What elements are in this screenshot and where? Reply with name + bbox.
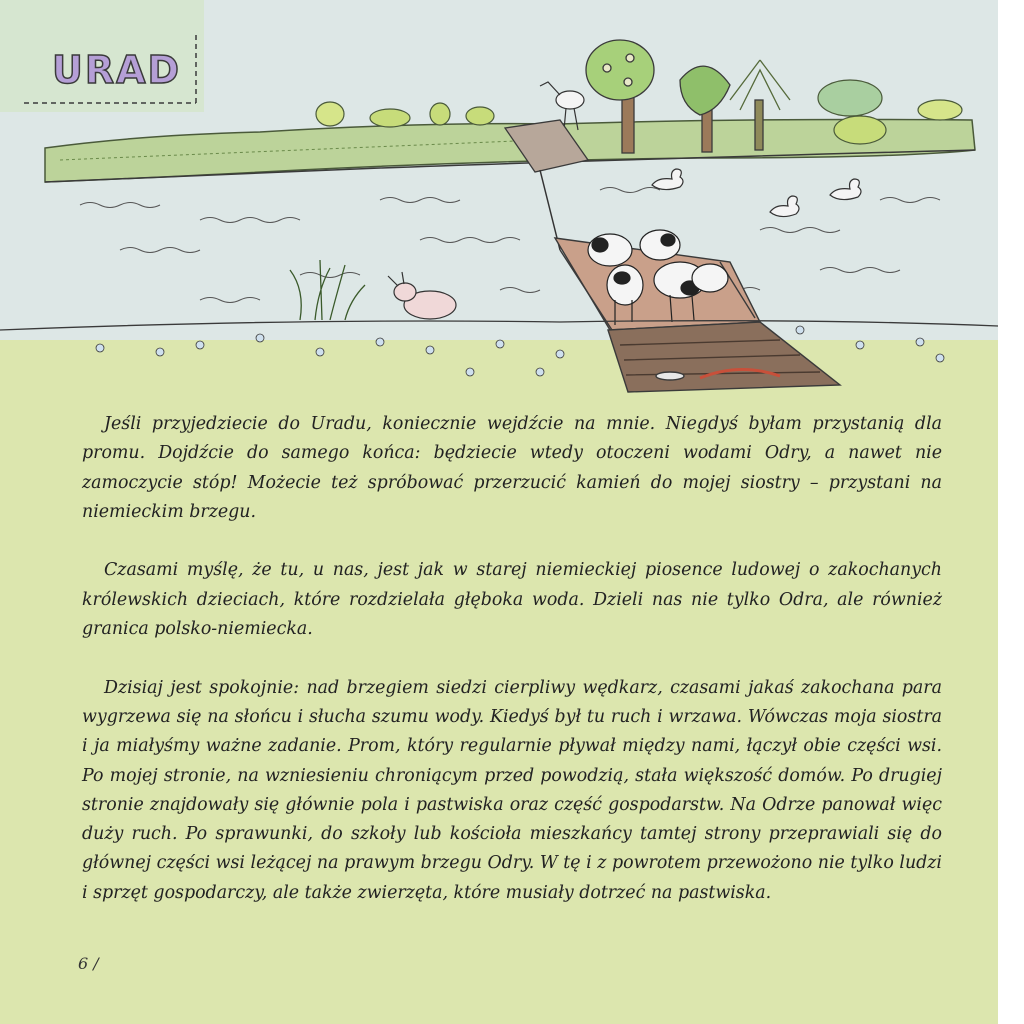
page-number: 6 / <box>78 954 99 973</box>
paragraph-1: Jeśli przyjedziecie do Uradu, koniecznie wejdźcie na mnie. Niegdyś byłam przystanią dla promu. Dojdźcie do samego końca: będziecie wtedy otoczeni wodami Odry, a nawet nie zamoczycie stóp! Możecie też spróbować przerzucić kamień do mojej siostry – przystani na niemieckim brzegu. <box>82 414 942 522</box>
near-bank-edge <box>0 321 998 330</box>
body-text <box>82 410 942 908</box>
page-title: URAD <box>52 48 182 92</box>
reeds <box>290 260 365 320</box>
rabbit-icon <box>388 272 456 319</box>
ducks <box>652 169 861 217</box>
river <box>80 188 940 303</box>
pier <box>608 322 840 392</box>
title-box <box>0 0 204 112</box>
paragraph-3: Dzisiaj jest spokojnie: nad brzegiem siedzi cierpliwy wędkarz, czasami jakaś zakochana para wygrzewa się na słońcu i słucha szumu wody. Kiedyś był tu ruch i wrzawa. Wówczas moja siostra i ja miałyśmy ważne zadanie. Prom, który regularnie pływał między nami, łączył obie części wsi. Po mojej stronie, na wzniesieniu chroniącym przed powodzią, stała większość domów. Po drugiej stronie znajdowały się głównie pola i pastwiska oraz część gospodarstw. Na Odrze panował więc duży ruch. Po sprawunki, do szkoły lub kościoła mieszkańcy tamtej strony przeprawiali się do głównej części wsi leżącej na prawym brzegu Odry. W tę i z powrotem przewożono nie tylko ludzi i sprzęt gospodarczy, ale także zwierzęta, które musiały dotrzeć na pastwiska. <box>82 677 942 903</box>
paragraph-2: Czasami myślę, że tu, u nas, jest jak w starej niemieckiej piosence ludowej o zakochanych królewskich dzieciach, które rozdzielała głęboka woda. Dzieli nas nie tylko Odra, ale również granica polsko-niemiecka. <box>82 560 942 640</box>
